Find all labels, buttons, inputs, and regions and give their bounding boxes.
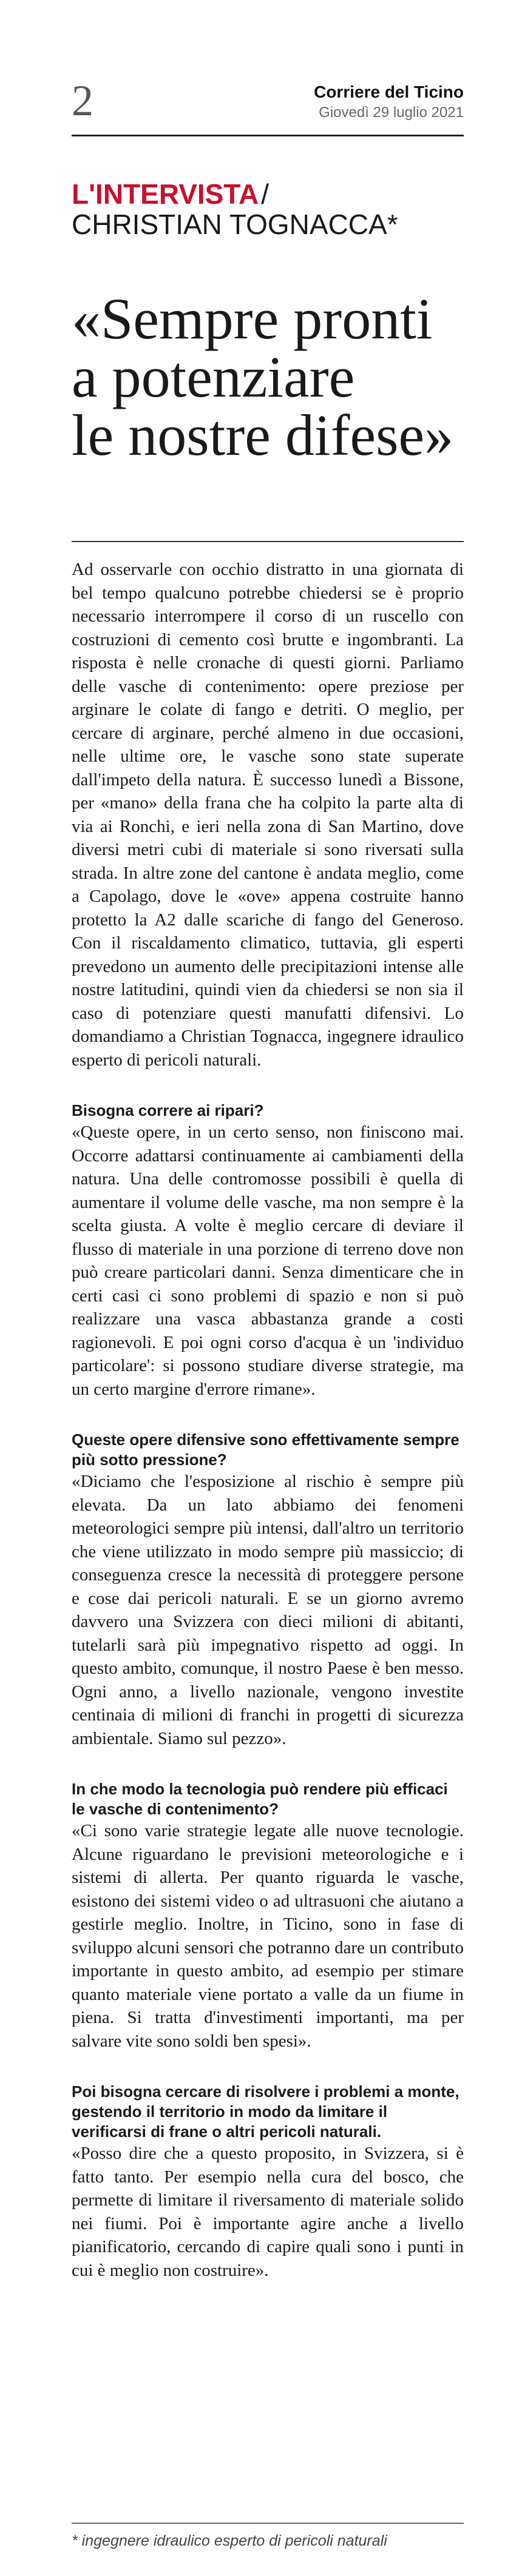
issue-date: Giovedì 29 luglio 2021 [319, 104, 464, 121]
answer-4: «Posso dire che a questo proposito, in Svizzera, si è fatto tanto. Per esempio nella cura del bosco, che permette di limitare il riversamento di materiale solido nei fiumi. Poi è importante agire anche a livello pianificatorio, cercando di capire quali sono i punti in cui è meglio non costruire». [72, 2144, 464, 2280]
headline [72, 286, 484, 468]
answer-2: «Diciamo che l'esposizione al rischio è sempre più elevata. Da un lato abbiamo dei fenomeni meteorologici sempre più intensi, dall'altro un territorio che viene utilizzato in modo sempre più massiccio; di conseguenza cresce la necessità di proteggere persone e cose dai pericoli naturali. E se un giorno avremo davvero una Svizzera con dieci milioni di abitanti, tutelarli sarà più impegnativo rispetto ad oggi. In questo ambito, comunque, il nostro Paese è ben messo. Ogni anno, a livello nazionale, vengono investite centinaia di milioni di franchi in progetti di sicurezza ambientale. Siamo sul pezzo». [72, 1472, 464, 1748]
headline-divider [72, 541, 464, 542]
headline-line-3: le nostre difese» [72, 403, 454, 468]
footnote: * ingegnere idraulico esperto di pericoli naturali [72, 2532, 387, 2549]
headline-line-1: «Sempre pronti [72, 286, 433, 351]
newspaper-name: Corriere del Ticino [314, 82, 464, 101]
question-1: Bisogna correre ai ripari? [72, 1101, 264, 1119]
article-body [72, 558, 464, 2282]
footnote-divider [72, 2523, 464, 2524]
article-intro: Ad osservarle con occhio distratto in una giornata di bel tempo qualcuno potrebbe chiedersi se è proprio necessario interrompere il corso di un ruscello con costruzioni di cemento così brutte e ingombranti. La risposta è nelle cronache di questi giorni. Parliamo delle vasche di contenimento: opere preziose per arginare le colate di fango e detriti. O meglio, per cercare di arginare, perché almeno in due occasioni, nelle ultime ore, le vasche sono state superate dall'impeto della natura. È successo lunedì a Bissone, per «mano» della frana che ha colpito la parte alta di via ai Ronchi, e ieri nella zona di San Martino, dove diversi metri cubi di materiale si sono riversati sulla strada. In altre zone del cantone è andata meglio, come a Capolago, dove le «ove» appena costruite hanno protetto la A2 dalle scariche di fango del Generoso. Con il riscaldamento climatico, tuttavia, gli esperti prevedono un aumento delle precipitazioni intense alle nostre latitudini, quindi vien da chiedersi se non sia il caso di potenziare questi manufatti difensivi. Lo domandiamo a Christian Tognacca, ingegnere idraulico esperto di pericoli naturali. [72, 560, 464, 1070]
kicker-separator: / [261, 178, 269, 210]
headline-line-2: a potenziare [72, 344, 355, 409]
question-3: In che modo la tecnologia può rendere più efficaci le vasche di contenimento? [72, 1780, 448, 1818]
interviewee-name: CHRISTIAN TOGNACCA* [72, 208, 398, 240]
kicker [72, 179, 472, 240]
section-label: L'INTERVISTA [72, 178, 259, 210]
page-number: 2 [72, 76, 93, 125]
question-2: Queste opere difensive sono effettivamente sempre più sotto pressione? [72, 1431, 459, 1469]
top-divider [72, 135, 464, 136]
answer-1: «Queste opere, in un certo senso, non finiscono mai. Occorre adattarsi continuamente ai cambiamenti della natura. Una delle contromosse possibili è quella di aumentare il volume delle vasche, ma non sempre è la scelta giusta. A volte è meglio cercare di deviare il flusso di materiale in una porzione di terreno dove non può creare particolari danni. Senza dimenticare che in certi casi ci sono problemi di spazio e non si può realizzare una vasca abbastanza grande a costi ragionevoli. E poi ogni corso d'acqua è un 'individuo particolare': si possono studiare diverse strategie, ma un certo margine d'errore rimane». [72, 1122, 464, 1399]
answer-3: «Ci sono varie strategie legate alle nuove tecnologie. Alcune riguardano le previsioni meteorologiche e i sistemi di allerta. Per quanto riguarda le vasche, esistono dei sistemi video o ad ultrasuoni che aiutano a gestirle meglio. Inoltre, in Ticino, sono in fase di sviluppo alcuni sensori che potranno dare un contributo importante in questo ambito, ad esempio per stimare quanto materiale viene portato a valle da un fiume in piena. Si tratta d'investimenti importanti, ma per salvare vite sono soldi ben spesi». [72, 1821, 464, 2051]
masthead [314, 82, 464, 121]
question-4: Poi bisogna cercare di risolvere i problemi a monte, gestendo il territorio in modo da limitare il verificarsi di frane o altri pericoli naturali. [72, 2082, 459, 2141]
